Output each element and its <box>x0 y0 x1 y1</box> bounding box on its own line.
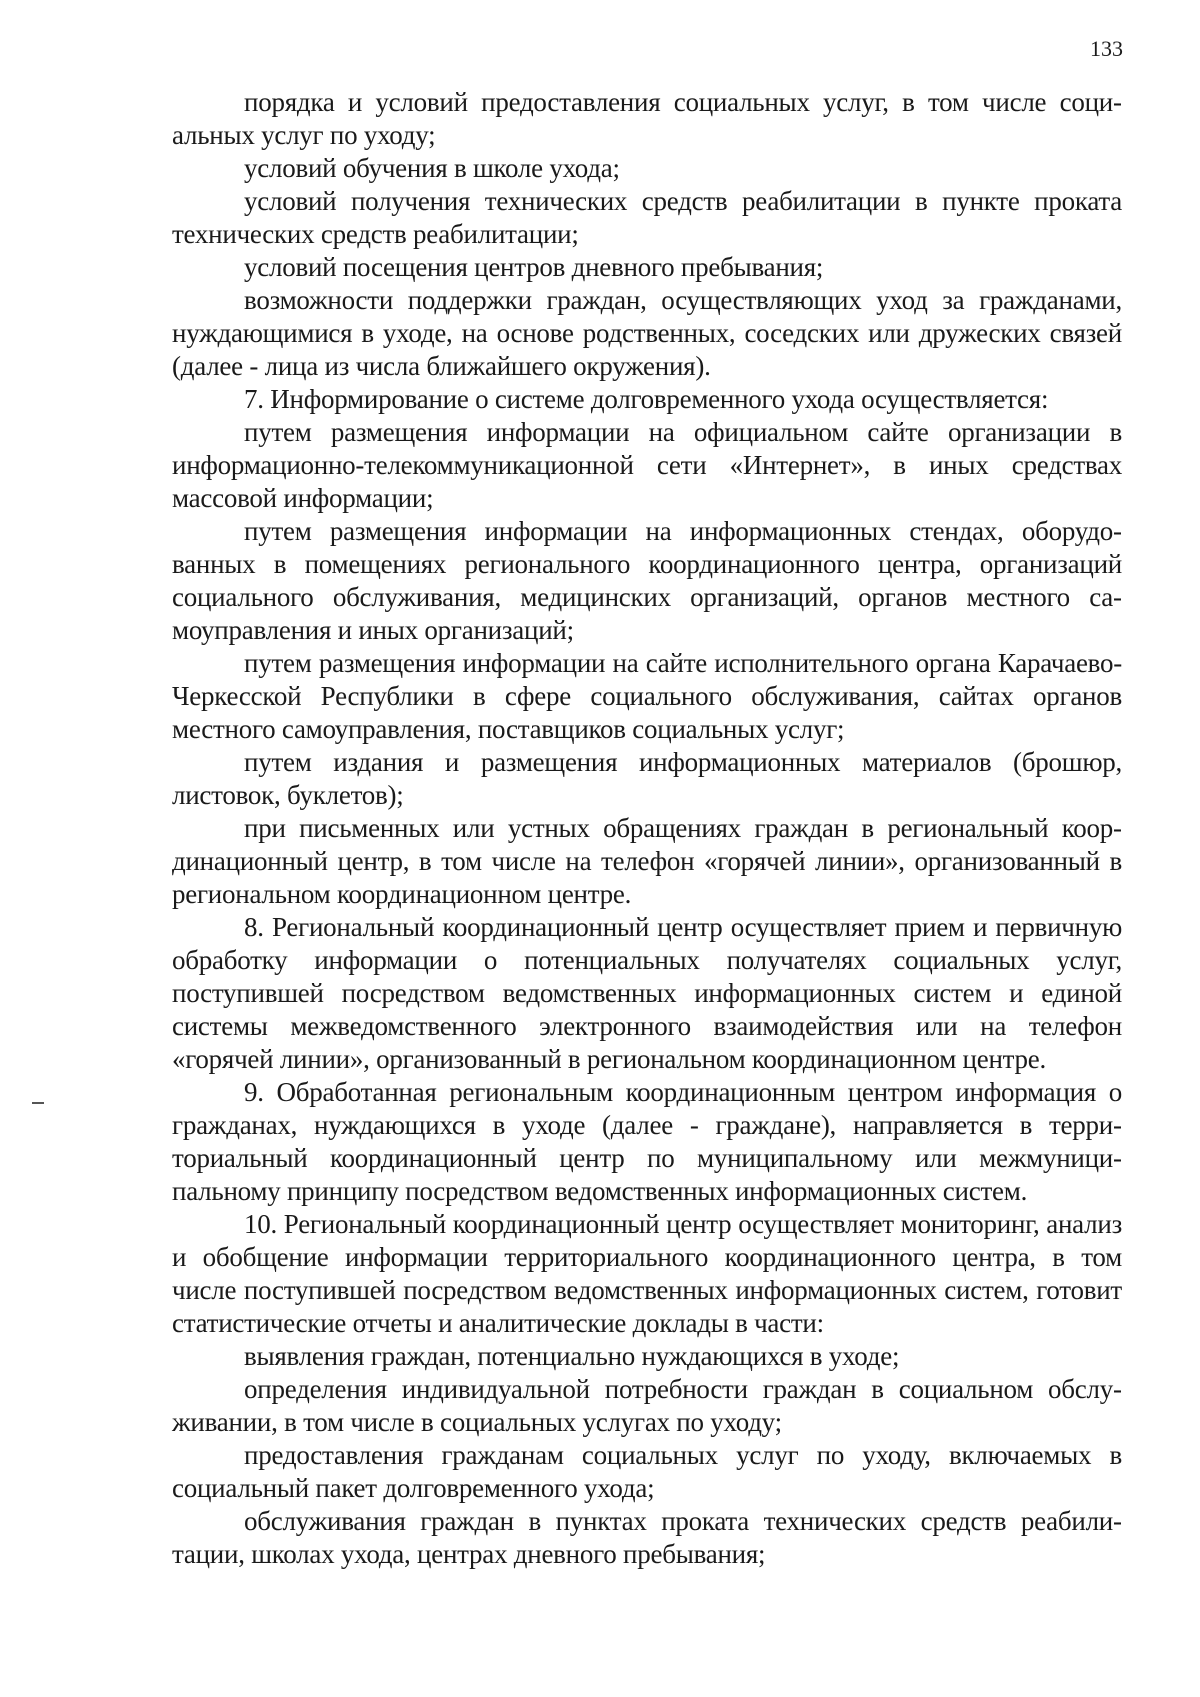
paragraph: возможности поддержки граждан, осуществляющих уход за гражданами, нуждающимися в уходе, на основе родственных, соседских или дружеских связей (далее - лица из числа ближайшего окружения). <box>172 285 1122 381</box>
document-body <box>172 86 1122 1571</box>
paragraph: путем размещения информации на информационных стендах, оборудованных в помещениях регионального координационного центра, организаций социального обслуживания, медицинских организаций, органов местного самоуправления и иных организаций; <box>172 516 1122 645</box>
paragraph: определения индивидуальной потребности граждан в социальном обслуживании, в том числе в социальных услугах по уходу; <box>172 1374 1122 1437</box>
paragraph: 9. Обработанная региональным координационным центром информация о гражданах, нуждающихся в уходе (далее - граждане), направляется в территориальный координационный центр по муниципальному или межмуниципальному принципу посредством ведомственных информационных систем. <box>172 1077 1122 1206</box>
paragraph: обслуживания граждан в пунктах проката технических средств реабилитации, школах ухода, центрах дневного пребывания; <box>172 1506 1122 1569</box>
paragraph: порядка и условий предоставления социальных услуг, в том числе социальных услуг по уходу; <box>172 87 1122 150</box>
paragraph: выявления граждан, потенциально нуждающихся в уходе; <box>244 1341 900 1371</box>
paragraph: путем размещения информации на официальном сайте организации в информационно-телекоммуникационной сети «Интернет», в иных средствах массовой информации; <box>172 417 1122 513</box>
paragraph: условий получения технических средств реабилитации в пункте проката технических средств реабилитации; <box>172 186 1122 249</box>
page-number: 133 <box>1090 36 1123 61</box>
paragraph: при письменных или устных обращениях граждан в региональный координационный центр, в том числе на телефон «горячей линии», организованный в региональном координационном центре. <box>172 813 1122 909</box>
paragraph: путем размещения информации на сайте исполнительного органа Карачаево-Черкесской Республики в сфере социального обслуживания, сайтах органов местного самоуправления, поставщиков социальных услуг; <box>172 648 1122 744</box>
paragraph: условий обучения в школе ухода; <box>244 153 620 183</box>
margin-mark <box>32 1102 44 1104</box>
paragraph: условий посещения центров дневного пребывания; <box>244 252 824 282</box>
paragraph: 10. Региональный координационный центр осуществляет мониторинг, анализ и обобщение информации территориального координационного центра, в том числе поступившей посредством ведомственных информационных систем, готовит статистические отчеты и аналитические доклады в части: <box>172 1209 1122 1338</box>
paragraph: 7. Информирование о системе долговременного ухода осуществляется: <box>244 384 1049 414</box>
paragraph: 8. Региональный координационный центр осуществляет прием и первичную обработку информации о потенциальных получателях социальных услуг, поступившей посредством ведомственных информационных систем и единой системы межведомственного электронного взаимодействия или на телефон «горячей линии», организованный в региональном координационном центре. <box>172 912 1122 1074</box>
paragraph: предоставления гражданам социальных услуг по уходу, включаемых в социальный пакет долговременного ухода; <box>172 1440 1122 1503</box>
paragraph: путем издания и размещения информационных материалов (брошюр, листовок, буклетов); <box>172 747 1122 810</box>
